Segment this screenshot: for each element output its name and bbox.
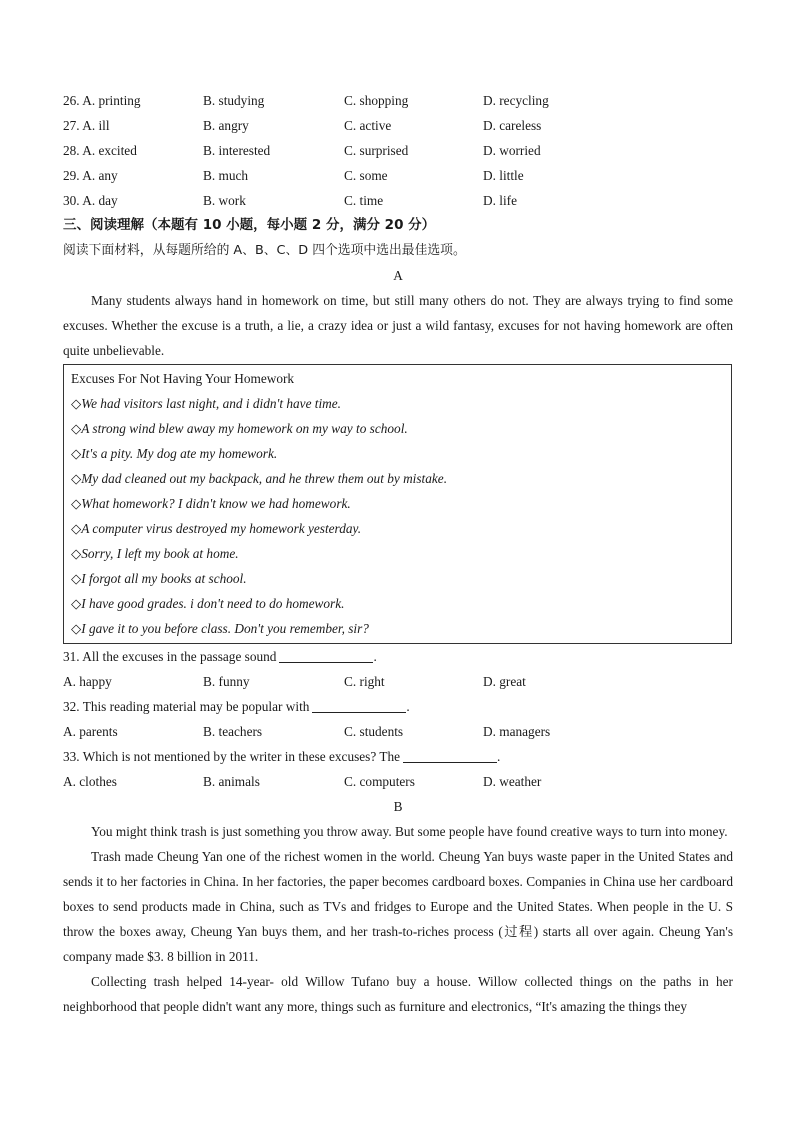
option-d: D. weather [483, 774, 542, 789]
excuse-item: ◇Sorry, I left my book at home. [71, 546, 239, 561]
question-text: 32. This reading material may be popular with [63, 699, 310, 714]
option-c: C. right [344, 674, 385, 689]
excuse-item: ◇My dad cleaned out my backpack, and he threw them out by mistake. [71, 471, 448, 486]
question-option-row [63, 719, 733, 744]
option-b: B. much [203, 168, 249, 183]
exam-page [63, 88, 733, 1019]
passage-b-body [63, 819, 733, 1019]
option-d: D. managers [483, 724, 551, 739]
option-d: D. recycling [483, 93, 549, 108]
section-title: 三、阅读理解（本题有 10 小题，每小题 2 分，满分 20 分） [63, 217, 436, 233]
passage-a-questions [63, 644, 733, 794]
option-a: 26. A. printing [63, 93, 141, 108]
passage-a-label: A [393, 268, 403, 283]
option-a: A. parents [63, 724, 118, 739]
answer-blank [312, 698, 406, 713]
option-a: 29. A. any [63, 168, 118, 183]
option-b: B. studying [203, 93, 265, 108]
option-b: B. animals [203, 774, 260, 789]
option-a: A. clothes [63, 774, 117, 789]
question-stem [63, 744, 733, 769]
cloze-option-row [63, 88, 733, 113]
option-a: 30. A. day [63, 193, 118, 208]
option-b: B. interested [203, 143, 271, 158]
option-d: D. worried [483, 143, 541, 158]
passage-b-paragraph: Collecting trash helped 14-year- old Willow Tufano buy a house. Willow collected things on the paths in her neighborhood that people didn't want any more, things such as furniture and electronics, “It's amazing the things they [63, 974, 733, 1014]
option-b: B. funny [203, 674, 250, 689]
option-d: D. great [483, 674, 526, 689]
question-option-row [63, 669, 733, 694]
cloze-option-row [63, 188, 733, 213]
question-text: 31. All the excuses in the passage sound [63, 649, 277, 664]
excuse-item: ◇I forgot all my books at school. [71, 571, 247, 586]
question-end: . [497, 749, 501, 764]
question-text: 33. Which is not mentioned by the writer in these excuses? The [63, 749, 401, 764]
excuses-box [63, 364, 732, 644]
option-c: C. surprised [344, 143, 409, 158]
passage-b-paragraph: You might think trash is just something you throw away. But some people have found creative ways to turn into money. [91, 824, 728, 839]
answer-blank [279, 648, 373, 663]
excuse-item: ◇A strong wind blew away my homework on my way to school. [71, 421, 408, 436]
option-c: C. students [344, 724, 404, 739]
option-d: D. careless [483, 118, 542, 133]
excuse-item: ◇We had visitors last night, and i didn't have time. [71, 396, 342, 411]
option-a: 27. A. ill [63, 118, 110, 133]
option-a: A. happy [63, 674, 112, 689]
option-c: C. some [344, 168, 388, 183]
option-b: B. work [203, 193, 246, 208]
option-c: C. computers [344, 774, 415, 789]
option-b: B. teachers [203, 724, 263, 739]
section-instruction: 阅读下面材料，从每题所给的 A、B、C、D 四个选项中选出最佳选项。 [63, 243, 466, 258]
excuse-item: ◇I have good grades. i don't need to do homework. [71, 596, 345, 611]
option-a: 28. A. excited [63, 143, 137, 158]
passage-b-paragraph: Trash made Cheung Yan one of the richest women in the world. Cheung Yan buys waste paper in the United States and sends it to her factories in China. In her factories, the paper becomes cardboard boxes. Companies in China use her cardboard boxes to send products made in China, such as TVs and fridges to Europe and the United States. When people in the U. S throw the boxes away, Cheung Yan buys them, and her trash-to-riches process (过程) starts all over again. Cheung Yan's company made $3. 8 billion in 2011. [63, 849, 733, 964]
passage-a-intro: Many students always hand in homework on time, but still many others do not. They are always trying to find some excuses. Whether the excuse is a truth, a lie, a crazy idea or just a wild fantasy, excuses for not having homework are often quite unbelievable. [63, 293, 733, 358]
question-stem [63, 694, 733, 719]
option-d: D. life [483, 193, 517, 208]
cloze-option-row [63, 138, 733, 163]
question-end: . [406, 699, 410, 714]
option-c: C. active [344, 118, 392, 133]
cloze-options [63, 88, 733, 213]
excuses-list [71, 391, 724, 641]
question-end: . [373, 649, 377, 664]
option-c: C. time [344, 193, 384, 208]
excuse-item: ◇I gave it to you before class. Don't you remember, sir? [71, 621, 369, 636]
option-c: C. shopping [344, 93, 409, 108]
option-d: D. little [483, 168, 524, 183]
cloze-option-row [63, 163, 733, 188]
excuse-item: ◇It's a pity. My dog ate my homework. [71, 446, 278, 461]
answer-blank [403, 748, 497, 763]
option-b: B. angry [203, 118, 249, 133]
excuse-item: ◇A computer virus destroyed my homework yesterday. [71, 521, 362, 536]
question-option-row [63, 769, 733, 794]
excuses-box-title: Excuses For Not Having Your Homework [71, 371, 295, 386]
passage-b-label: B [393, 799, 403, 814]
excuse-item: ◇What homework? I didn't know we had homework. [71, 496, 351, 511]
question-stem [63, 644, 733, 669]
cloze-option-row [63, 113, 733, 138]
